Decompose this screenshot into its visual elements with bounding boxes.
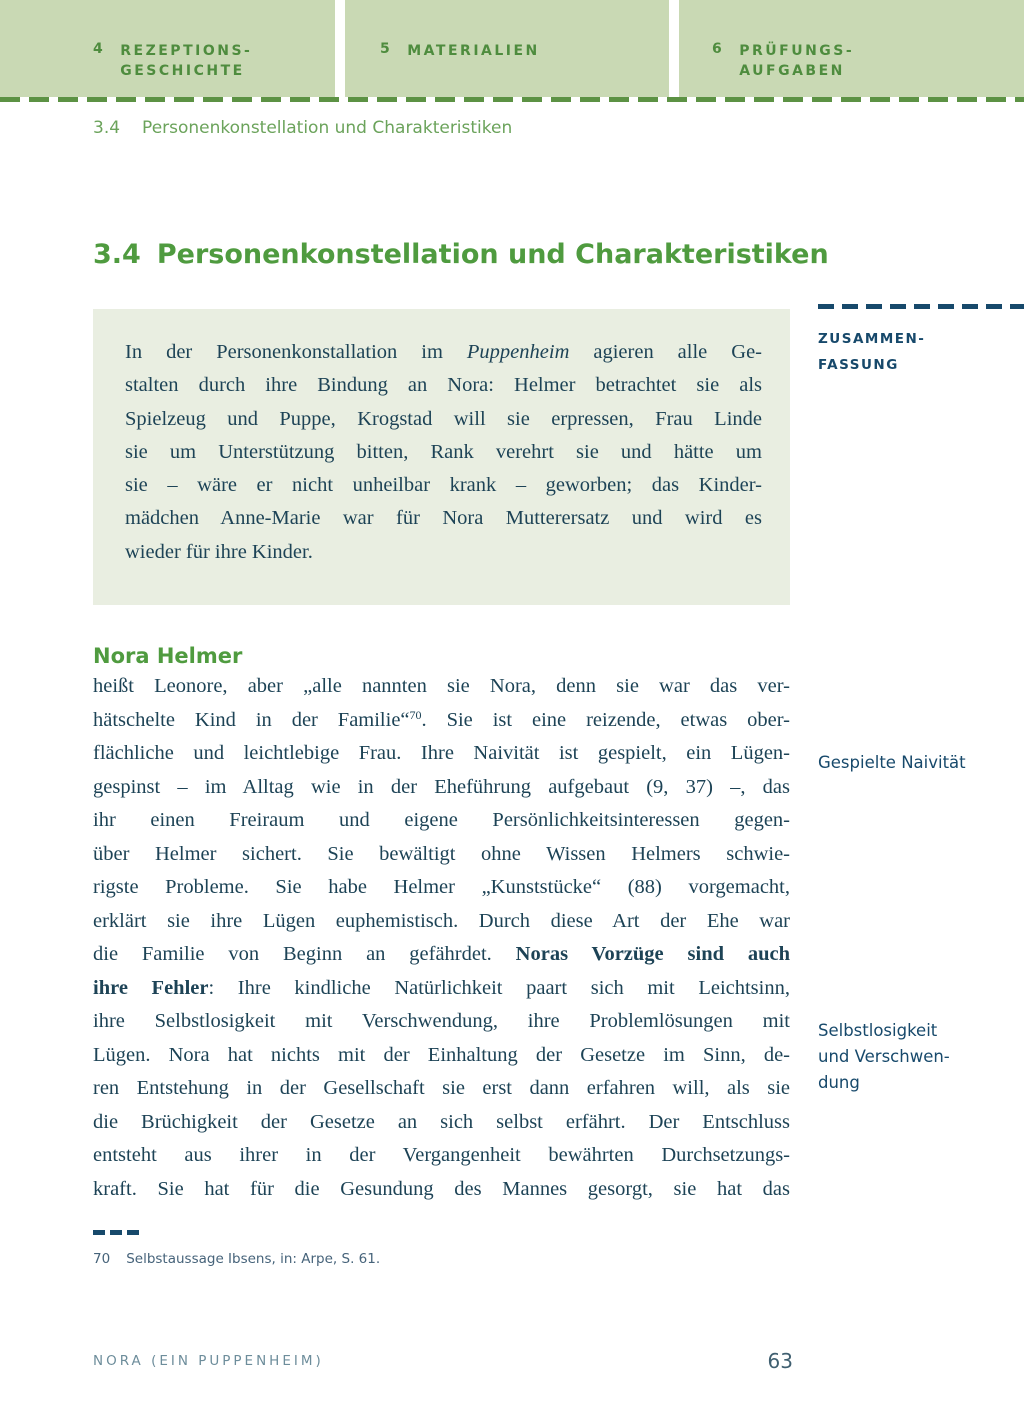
running-head-number: 3.4	[93, 118, 121, 138]
footnote-dashed-rule	[93, 1230, 139, 1235]
summary-label: ZUSAMMEN- FASSUNG	[818, 331, 926, 373]
footnote	[93, 1251, 380, 1267]
chapter-tab-rezeptionsgeschichte	[0, 0, 335, 97]
chapter-tab-materialien	[345, 0, 669, 97]
chapter-tab-number: 4	[93, 41, 106, 57]
chapter-tab-pruefungsaufgaben	[679, 0, 1024, 97]
page-number: 63	[767, 1349, 793, 1373]
page-title	[93, 239, 829, 270]
header-dashed-rule	[0, 97, 1024, 102]
summary-label-dashed-rule	[818, 304, 1024, 309]
footnote-text: Selbstaussage Ibsens, in: Arpe, S. 61.	[126, 1251, 381, 1267]
summary-text: In der Personenkonstallation im Puppenheim agieren alle Ge- stalten durch ihre Bindung an Nora: Helmer betrachtet sie als Spielzeug und Puppe, Krogstad will sie erpressen, Frau Linde sie um Unterstützung bitten, Rank verehrt sie und hätte um sie – wäre er nicht unheilbar krank – geworben; das Kinder- mädchen Anne-Marie war für Nora Mutterersatz und wird es wieder für ihre Kinder.	[125, 341, 762, 563]
page-title-number: 3.4	[93, 239, 141, 270]
chapter-tab-number: 6	[712, 41, 725, 57]
footnote-number: 70	[93, 1251, 111, 1267]
body-text: heißt Leonore, aber „alle nannten sie Nora, denn sie war das ver- hätschelte Kind in der Familie“$^{70}$. Sie ist eine reizende, etwas ober- flächliche und leichtlebige Frau. Ihre Naivität ist gespielt, ein Lügen- gespinst – im Alltag wie in der Eheführung aufgebaut (9, 37) –, das ihr einen Freiraum und eigene Persönlichkeitsinteressen gegen- über Helmer sichert. Sie bewältigt ohne Wissen Helmers schwie- rigste Probleme. Sie habe Helmer „Kunststücke“ (88) vorgemacht, erklärt sie ihre Lügen euphemistisch. Durch diese Art der Ehe war die Familie von Beginn an gefährdet. Noras Vorzüge sind auch ihre Fehler: Ihre kindliche Natürlichkeit paart sich mit Leichtsinn, ihre Selbstlosigkeit mit Verschwendung, ihre Problemlösungen mit Lügen. Nora hat nichts mit der Einhaltung der Gesetze im Sinn, de- ren Entstehung in der Gesellschaft sie erst dann erfahren will, als sie die Brüchigkeit der Gesetze an sich selbst erfährt. Der Entschluss entsteht aus ihrer in der Vergangenheit bewährten Durchsetzungs- kraft. Sie hat für die Gesundung des Mannes gesorgt, sie hat das	[93, 675, 791, 1200]
running-head	[93, 118, 512, 138]
summary-box	[93, 309, 790, 605]
chapter-tab-label: REZEPTIONS- GESCHICHTE	[120, 43, 253, 79]
section-heading-nora-helmer: Nora Helmer	[93, 644, 243, 668]
page-title-text: Personenkonstellation und Charakteristiken	[156, 239, 829, 270]
margin-note-gespielte-naivitaet: Gespielte Naivität	[818, 753, 966, 772]
margin-note-selbstlosigkeit: Selbstlosigkeit und Verschwen- dung	[818, 1021, 950, 1092]
chapter-tab-number: 5	[380, 41, 393, 57]
chapter-tab-label: MATERIALIEN	[407, 43, 540, 59]
footer-book-title: NORA (EIN PUPPENHEIM)	[93, 1353, 324, 1369]
chapter-tab-label: PRÜFUNGS- AUFGABEN	[739, 43, 855, 79]
running-head-title: Personenkonstellation und Charakteristiken	[142, 118, 513, 138]
